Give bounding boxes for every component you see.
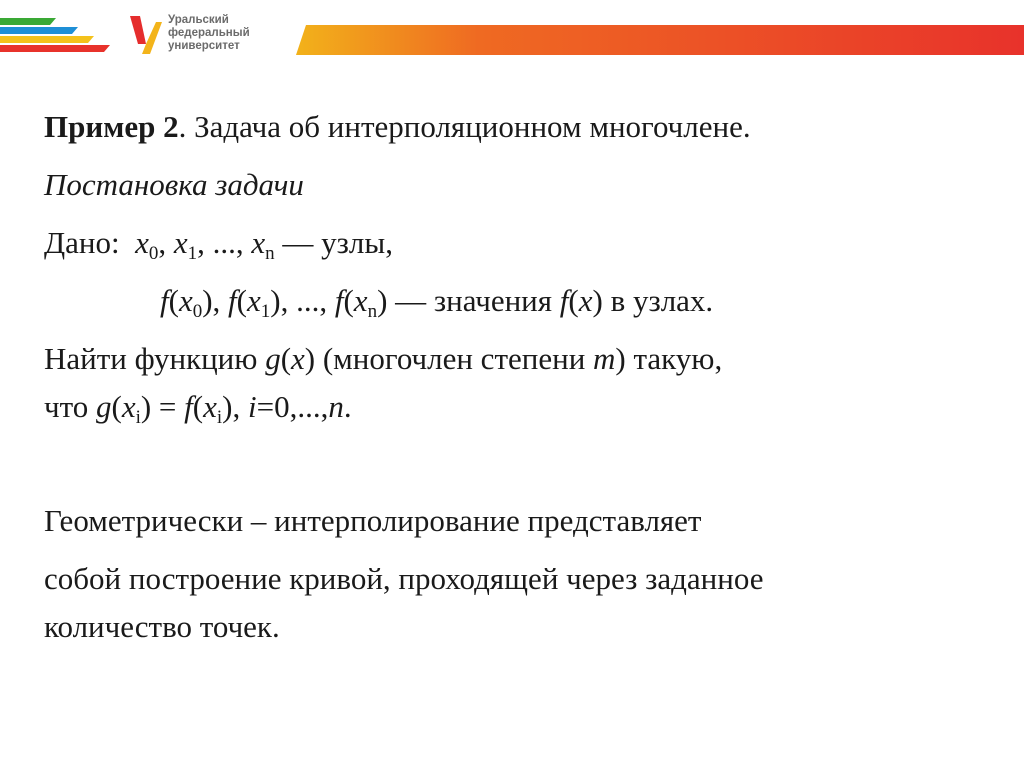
var-g: g <box>265 341 281 376</box>
subscript-n: n <box>265 243 275 264</box>
var-f: f <box>160 283 169 318</box>
geometric-paragraph-line-3: количество точек. <box>44 609 280 644</box>
subscript-i: i <box>135 407 141 428</box>
subscript-n: n <box>367 301 378 322</box>
logo-line-2: федеральный <box>168 27 250 39</box>
paren: ( <box>280 341 292 376</box>
paren: ( <box>343 283 354 318</box>
header-bar <box>0 0 1024 72</box>
such-text: ) такую, <box>615 341 723 376</box>
subscript-1: 1 <box>187 243 198 264</box>
var-x: x <box>203 389 217 424</box>
given-label: Дано: <box>44 225 120 260</box>
var-f: f <box>228 283 237 318</box>
separator: ), <box>222 389 248 424</box>
in-nodes-text: ) в узлах. <box>592 283 714 318</box>
var-x: x <box>353 283 368 318</box>
var-i: i <box>248 389 257 424</box>
period: . <box>343 389 352 424</box>
paren: ( <box>111 389 122 424</box>
decorative-gradient-band <box>296 25 1024 55</box>
var-f: f <box>334 283 344 318</box>
range-text: =0,..., <box>256 389 329 424</box>
logo-line-1: Уральский <box>168 14 229 26</box>
nodes-text: — узлы, <box>274 225 393 260</box>
logo-text <box>168 14 250 53</box>
paren: ( <box>568 283 579 318</box>
decorative-stripes <box>0 18 110 56</box>
given-values-line <box>160 274 713 328</box>
university-logo <box>128 10 298 62</box>
condition-line <box>44 380 352 434</box>
paren: ( <box>168 283 179 318</box>
find-text: Найти функцию <box>44 341 266 376</box>
example-title-text: . Задача об интерполяционном многочлене. <box>178 109 751 144</box>
separator: , <box>158 225 174 260</box>
that-text: что <box>44 389 96 424</box>
var-f: f <box>184 389 193 424</box>
example-label: Пример 2 <box>44 109 179 144</box>
var-x: x <box>135 225 149 260</box>
problem-statement-heading: Постановка задачи <box>44 167 304 202</box>
values-text: ) — значения <box>377 283 560 318</box>
paren: ( <box>236 283 247 318</box>
subscript-i: i <box>216 407 223 428</box>
var-x: x <box>251 225 266 260</box>
paren: ( <box>192 389 204 424</box>
logo-line-3: университет <box>168 40 240 52</box>
var-x: x <box>578 283 593 318</box>
var-n: n <box>328 389 344 424</box>
var-m: m <box>593 341 616 376</box>
separator: ), <box>202 283 229 318</box>
subscript-0: 0 <box>148 243 159 264</box>
geometric-paragraph-line-2: собой построение кривой, проходящей через заданное <box>44 561 764 596</box>
var-x: x <box>291 341 305 376</box>
urfu-logo-icon <box>128 14 162 58</box>
var-x: x <box>121 389 136 424</box>
var-f: f <box>559 283 569 318</box>
geometric-paragraph-line-1: Геометрически – интерполирование представляет <box>44 503 702 538</box>
find-function-line <box>44 332 722 386</box>
var-x: x <box>173 225 188 260</box>
var-x: x <box>247 283 261 318</box>
subscript-0: 0 <box>192 301 203 322</box>
polynomial-text: ) (многочлен степени <box>304 341 594 376</box>
subscript-1: 1 <box>260 301 271 322</box>
given-nodes-line <box>44 216 393 270</box>
equals: ) = <box>140 389 185 424</box>
var-x: x <box>178 283 193 318</box>
var-g: g <box>95 389 112 424</box>
example-title <box>44 100 751 154</box>
ellipsis: ), ..., <box>270 283 335 318</box>
ellipsis: , ..., <box>197 225 252 260</box>
